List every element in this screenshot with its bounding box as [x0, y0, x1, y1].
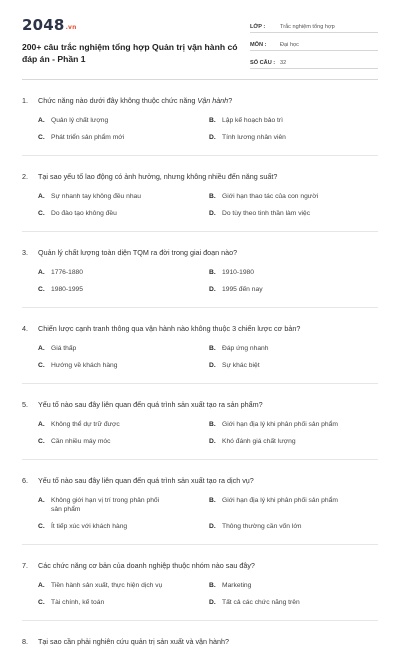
option-text: Sự khác biệt — [222, 362, 260, 369]
question-body-text: Quản lý chất lượng toàn diện TQM ra đời trong giai đoạn nào? — [38, 248, 238, 257]
option-text: Sự nhanh tay không đều nhau — [51, 193, 142, 200]
question-body-text: Yếu tố nào sau đây liên quan đến quá trình sản xuất tạo ra dịch vụ? — [38, 476, 254, 485]
question-text — [22, 476, 378, 486]
answer-option[interactable] — [209, 116, 380, 125]
question-text — [22, 248, 378, 258]
option-letter: D. — [209, 362, 216, 369]
option-letter: B. — [209, 497, 216, 504]
option-text: Thông thường cần vốn lớn — [222, 523, 302, 530]
question-divider — [22, 155, 378, 156]
answer-options — [38, 581, 378, 607]
question-number: 6. — [22, 476, 28, 485]
option-letter: C. — [38, 286, 45, 293]
answer-option[interactable] — [209, 133, 380, 142]
option-text: Quản lý chất lượng — [51, 117, 109, 124]
question-item — [22, 637, 378, 647]
option-text: Giới hạn thao tác của con người — [222, 193, 319, 200]
question-body — [38, 561, 255, 571]
option-text: Do tùy theo tinh thần làm việc — [222, 210, 311, 217]
option-text: Lập kế hoạch bảo trì — [222, 117, 283, 124]
option-letter: B. — [209, 193, 216, 200]
question-text — [22, 172, 378, 182]
meta-label: MÔN : — [250, 42, 267, 48]
option-letter: A. — [38, 497, 45, 504]
meta-value: Trắc nghiệm tổng hợp — [280, 24, 335, 30]
option-text: 1995 đến nay — [222, 286, 263, 293]
question-body-text: Các chức năng cơ bản của doanh nghiệp thuộc nhóm nào sau đây? — [38, 561, 255, 570]
question-text — [22, 400, 378, 410]
question-body — [38, 637, 229, 647]
option-text: Hướng về khách hàng — [51, 362, 118, 369]
question-body-text: Tại sao yếu tố lao động có ảnh hưởng, nhưng không nhiều đến năng suất? — [38, 172, 278, 181]
question-item — [22, 324, 378, 384]
answer-option[interactable] — [209, 581, 380, 590]
answer-options — [38, 420, 378, 446]
question-item — [22, 172, 378, 232]
option-letter: D. — [209, 210, 216, 217]
option-text: Phát triển sản phẩm mới — [51, 134, 125, 141]
question-number: 1. — [22, 96, 28, 105]
question-text — [22, 96, 378, 106]
answer-option[interactable] — [209, 268, 380, 277]
question-number: 7. — [22, 561, 28, 570]
option-text: Giá thấp — [51, 345, 77, 352]
answer-option[interactable] — [38, 192, 209, 201]
meta-row-count — [250, 54, 378, 69]
option-letter: D. — [209, 134, 216, 141]
question-body — [38, 324, 300, 334]
option-text: Giới hạn địa lý khi phân phối sản phẩm — [222, 421, 338, 428]
option-text: 1910-1980 — [222, 269, 254, 276]
option-letter: B. — [209, 421, 216, 428]
option-text: Do đào tạo không đều — [51, 210, 117, 217]
header-left — [22, 16, 242, 69]
answer-option[interactable] — [38, 581, 209, 590]
option-letter: A. — [38, 421, 45, 428]
answer-option[interactable] — [38, 420, 209, 429]
meta-row-subject — [250, 36, 378, 51]
option-text: Khó đánh giá chất lượng — [222, 438, 296, 445]
meta-label: LỚP : — [250, 24, 266, 30]
option-letter: A. — [38, 193, 45, 200]
question-divider — [22, 620, 378, 621]
answer-option[interactable] — [38, 598, 209, 607]
document-title: 200+ câu trắc nghiệm tổng hợp Quản trị vận hành có đáp án - Phần 1 — [22, 42, 238, 64]
meta-info — [250, 18, 378, 69]
answer-options — [38, 192, 378, 218]
answer-option[interactable] — [209, 420, 380, 429]
option-letter: D. — [209, 286, 216, 293]
option-letter: B. — [209, 269, 216, 276]
option-text: Cần nhiều máy móc — [51, 438, 111, 445]
answer-option[interactable] — [38, 361, 209, 370]
option-text: Tài chính, kế toán — [51, 599, 105, 606]
option-letter: D. — [209, 599, 216, 606]
option-letter: C. — [38, 438, 45, 445]
question-divider — [22, 544, 378, 545]
question-number: 2. — [22, 172, 28, 181]
answer-option[interactable] — [38, 285, 209, 294]
header-divider — [22, 79, 378, 80]
meta-row-class — [250, 18, 378, 33]
question-body — [38, 172, 277, 182]
question-item — [22, 476, 378, 545]
answer-option[interactable] — [38, 209, 209, 218]
option-text: Tất cả các chức năng trên — [222, 599, 300, 606]
option-letter: A. — [38, 117, 45, 124]
option-text: Ít tiếp xúc với khách hàng — [51, 523, 128, 530]
meta-value: Đại học — [280, 42, 299, 48]
option-letter: A. — [38, 269, 45, 276]
question-body-text: Yếu tố nào sau đây liên quan đến quá trình sản xuất tạo ra sản phẩm? — [38, 400, 263, 409]
option-text: Giới hạn địa lý khi phân phối sản phẩm — [222, 497, 338, 504]
answer-option[interactable] — [38, 437, 209, 446]
option-letter: A. — [38, 345, 45, 352]
question-item — [22, 400, 378, 460]
meta-value: 32 — [280, 60, 287, 66]
option-text: Không giới hạn vị trí trong phân phối sản phẩm — [51, 497, 160, 513]
answer-option[interactable] — [38, 522, 209, 531]
question-divider — [22, 307, 378, 308]
option-text: 1776-1880 — [51, 269, 83, 276]
logo-text: 2048 — [22, 16, 65, 34]
question-number: 3. — [22, 248, 28, 257]
answer-option[interactable] — [209, 437, 380, 446]
answer-option[interactable] — [209, 598, 380, 607]
option-text: Tính lương nhân viên — [222, 134, 286, 141]
option-letter: A. — [38, 582, 45, 589]
answer-option[interactable] — [209, 496, 380, 514]
option-letter: C. — [38, 362, 45, 369]
answer-option[interactable] — [209, 209, 380, 218]
answer-option[interactable] — [38, 344, 209, 353]
meta-label: SỐ CÂU : — [250, 60, 276, 66]
question-item — [22, 561, 378, 621]
question-divider — [22, 383, 378, 384]
document-header — [22, 16, 378, 69]
option-text: Tiền hành sản xuất, thực hiện dịch vụ — [51, 582, 163, 589]
option-letter: B. — [209, 582, 216, 589]
option-letter: B. — [209, 117, 216, 124]
question-body-text: Tại sao cần phải nghiên cứu quản trị sản xuất và vận hành? — [38, 637, 230, 646]
answer-options — [38, 268, 378, 294]
question-text — [22, 561, 378, 571]
answer-option[interactable] — [209, 285, 380, 294]
option-letter: B. — [209, 345, 216, 352]
question-body-text: Chức năng nào dưới đây không thuộc chức năng — [38, 96, 198, 105]
option-letter: C. — [38, 210, 45, 217]
question-list — [22, 96, 378, 647]
answer-options — [38, 116, 378, 142]
question-body-end: ? — [228, 96, 233, 105]
option-text: 1980-1995 — [51, 286, 83, 293]
question-body — [38, 96, 232, 106]
answer-option[interactable] — [38, 496, 209, 514]
question-divider — [22, 231, 378, 232]
answer-option[interactable] — [38, 268, 209, 277]
option-text: Đáp ứng nhanh — [222, 345, 269, 352]
question-body — [38, 476, 254, 486]
option-letter: D. — [209, 438, 216, 445]
answer-options — [38, 344, 378, 370]
answer-option[interactable] — [209, 344, 380, 353]
option-letter: D. — [209, 523, 216, 530]
question-number: 4. — [22, 324, 28, 333]
option-letter: C. — [38, 134, 45, 141]
question-divider — [22, 459, 378, 460]
question-item — [22, 96, 378, 156]
question-body-italic: Vận hành — [197, 96, 229, 105]
question-body — [38, 400, 263, 410]
question-number: 5. — [22, 400, 28, 409]
answer-option[interactable] — [209, 361, 380, 370]
question-body — [38, 248, 237, 258]
answer-option[interactable] — [209, 192, 380, 201]
question-text — [22, 637, 378, 647]
answer-option[interactable] — [209, 522, 380, 531]
option-letter: C. — [38, 599, 45, 606]
option-text: Không thể dự trữ được — [51, 421, 120, 428]
answer-options — [38, 496, 378, 531]
site-logo[interactable] — [22, 16, 242, 34]
option-text: Marketing — [222, 582, 252, 589]
option-letter: C. — [38, 523, 45, 530]
answer-option[interactable] — [38, 116, 209, 125]
question-item — [22, 248, 378, 308]
answer-option[interactable] — [38, 133, 209, 142]
question-body-text: Chiến lược cạnh tranh thông qua vận hành nào không thuộc 3 chiến lược cơ bản? — [38, 324, 301, 333]
question-number: 8. — [22, 637, 28, 646]
logo-tld: .vn — [65, 24, 77, 31]
question-text — [22, 324, 378, 334]
